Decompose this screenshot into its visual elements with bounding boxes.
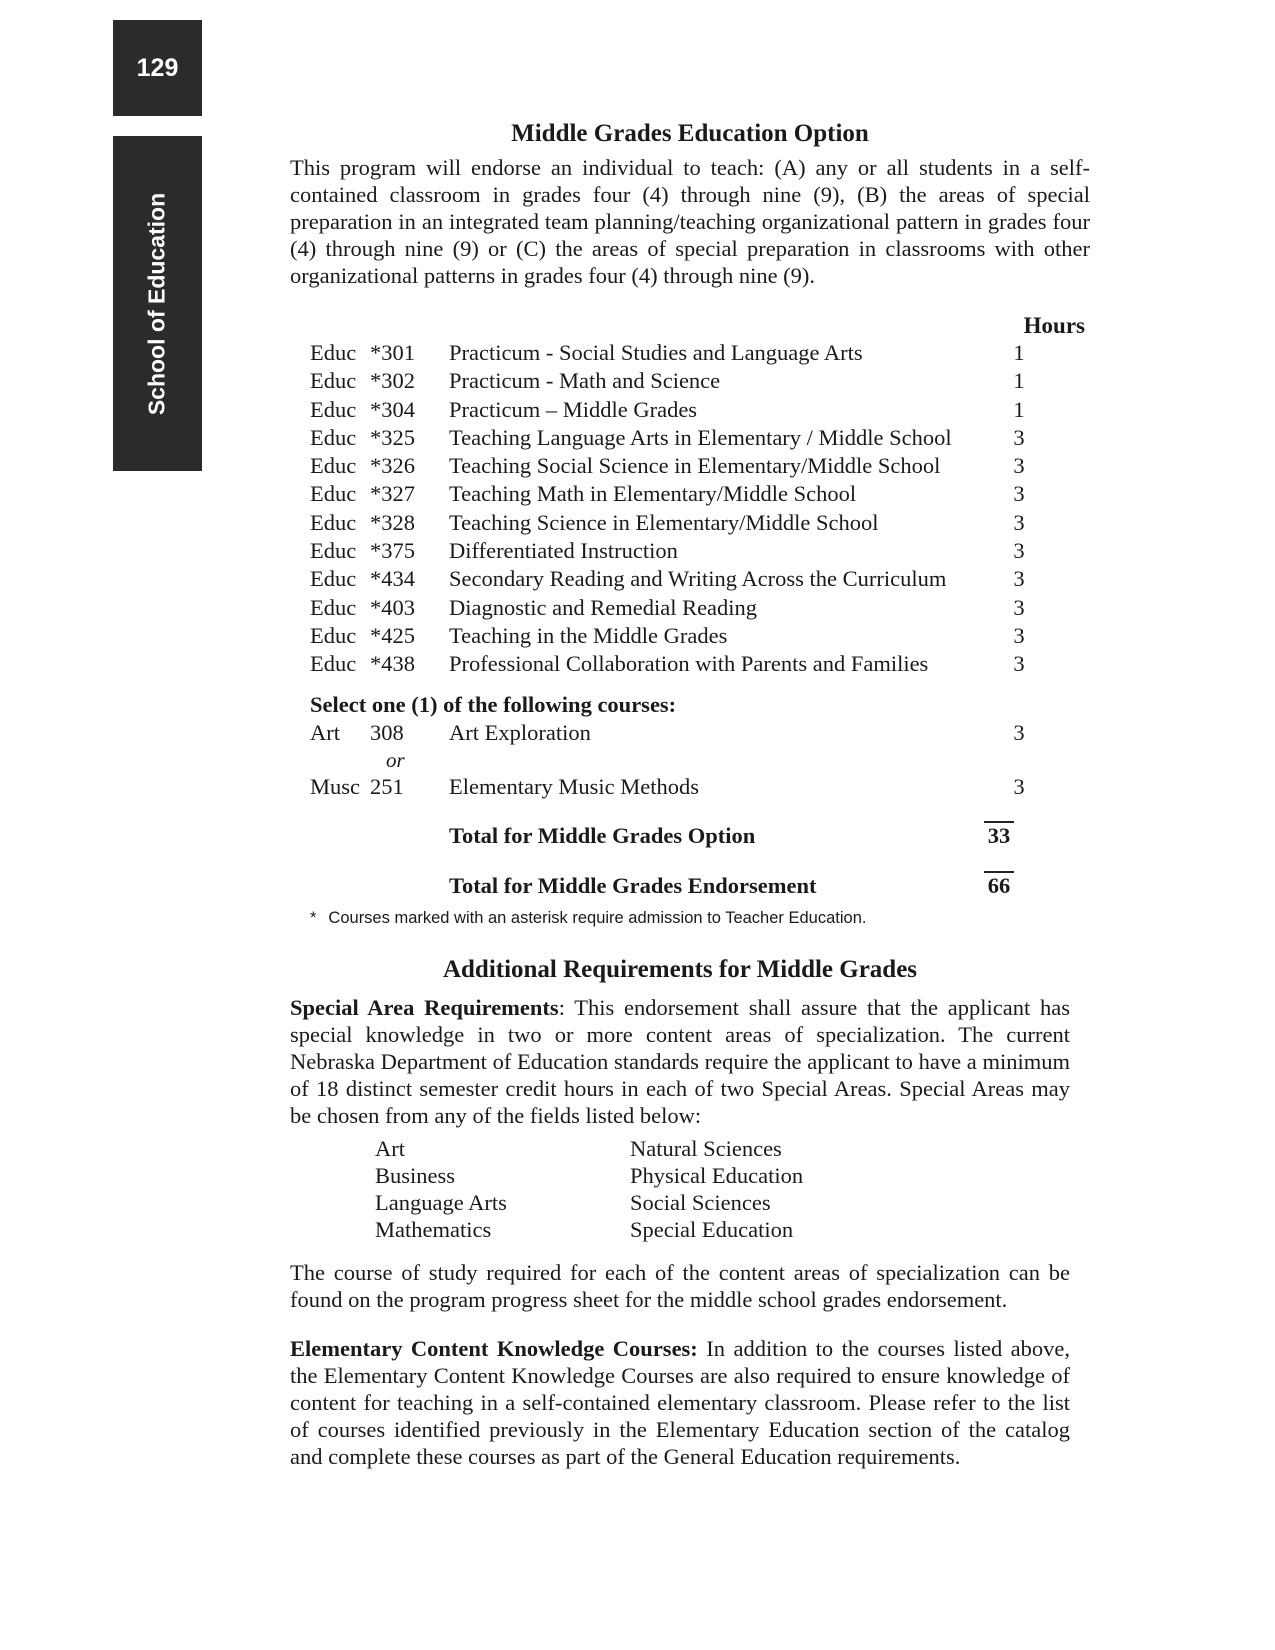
course-title: Practicum – Middle Grades	[449, 396, 698, 422]
or-label: or	[386, 747, 405, 772]
elective-row	[290, 773, 1090, 801]
course-number: *328	[370, 509, 415, 535]
course-row	[290, 594, 1090, 622]
special-area-item: Social Sciences	[630, 1190, 771, 1216]
course-title: Practicum - Math and Science	[449, 368, 721, 394]
course-number: *326	[370, 453, 415, 479]
course-title: Differentiated Instruction	[449, 538, 678, 564]
elective-heading: Select one (1) of the following courses:	[310, 691, 677, 717]
elective-row	[290, 719, 1090, 747]
course-hours: 3	[1013, 719, 1025, 745]
course-hours: 3	[1013, 651, 1025, 677]
course-row	[290, 339, 1090, 367]
total-endorsement-value: 66	[984, 871, 1014, 899]
elementary-content-text: In addition to the courses listed above, the Elementary Content Knowledge Courses are also required to ensure knowledge of content for teaching in a self-contained elementary classroom. Please refer to the list of courses identified previously in the Elementary Education section of the catalog and complete these courses as part of the General Education requirements.	[290, 1336, 1070, 1470]
footnote	[310, 909, 1090, 928]
course-dept: Educ	[310, 368, 357, 394]
course-title: Teaching in the Middle Grades	[449, 622, 728, 648]
page-title: Middle Grades Education Option	[511, 120, 869, 147]
special-area-paragraph	[290, 994, 1070, 1129]
course-dept: Educ	[310, 396, 357, 422]
course-title: Teaching Math in Elementary/Middle School	[449, 481, 857, 507]
course-dept: Educ	[310, 340, 357, 365]
course-row	[290, 424, 1090, 452]
course-dept: Educ	[310, 424, 357, 450]
course-title: Elementary Music Methods	[449, 773, 699, 799]
course-of-study-paragraph: The course of study required for each of the content areas of specialization can be found on the program progress sheet for the middle school grades endorsement.	[290, 1260, 1070, 1313]
course-title: Teaching Social Science in Elementary/Middle School	[449, 453, 941, 479]
section-label: School of Education	[143, 192, 170, 416]
page-content	[290, 120, 1090, 1470]
course-number: 251	[370, 773, 404, 799]
special-area-item: Business	[375, 1163, 456, 1189]
course-row	[290, 480, 1090, 508]
course-number: *304	[370, 396, 415, 422]
course-row	[290, 509, 1090, 537]
elementary-content-paragraph	[290, 1335, 1070, 1470]
course-row	[290, 565, 1090, 593]
course-title: Professional Collaboration with Parents and Families	[449, 651, 929, 677]
hours-column-header: Hours	[1023, 313, 1085, 338]
course-table	[290, 339, 1090, 679]
special-area-item: Mathematics	[375, 1217, 492, 1243]
special-area-label: Special Area Requirements	[290, 995, 559, 1021]
course-dept: Art	[310, 719, 340, 745]
course-number: *327	[370, 481, 415, 507]
course-title: Diagnostic and Remedial Reading	[449, 594, 758, 620]
special-area-text: : This endorsement shall assure that the applicant has special knowledge in two or more content areas of specialization. The current Nebraska Department of Education standards require the applicant to have a minimum of 18 distinct semester credit hours in each of two Special Areas. Special Areas may be chosen from any of the fields listed below:	[290, 995, 1071, 1129]
course-row	[290, 396, 1090, 424]
course-hours: 3	[1013, 424, 1025, 450]
course-title: Art Exploration	[449, 719, 591, 745]
course-title: Secondary Reading and Writing Across the Curriculum	[449, 566, 947, 592]
total-option-row	[290, 821, 1090, 849]
special-areas-list	[375, 1135, 1090, 1243]
total-option-value: 33	[984, 821, 1014, 849]
course-number: *302	[370, 368, 415, 394]
page-number-tab	[113, 20, 202, 116]
page-number: 129	[136, 53, 179, 82]
course-row	[290, 650, 1090, 678]
section-tab	[113, 136, 202, 471]
special-area-item: Special Education	[630, 1217, 794, 1243]
course-dept: Educ	[310, 538, 357, 564]
course-hours: 3	[1013, 773, 1025, 799]
course-dept: Educ	[310, 453, 357, 479]
special-area-item: Physical Education	[630, 1163, 804, 1189]
course-number: *375	[370, 538, 415, 564]
course-hours: 1	[1013, 368, 1025, 394]
course-hours: 3	[1013, 481, 1025, 507]
course-row	[290, 622, 1090, 650]
special-area-item: Natural Sciences	[630, 1136, 782, 1162]
course-row	[290, 367, 1090, 395]
course-hours: 1	[1013, 340, 1025, 365]
footnote-text: Courses marked with an asterisk require admission to Teacher Education.	[328, 909, 867, 928]
course-number: *425	[370, 622, 415, 648]
total-option-label: Total for Middle Grades Option	[449, 823, 756, 849]
total-endorsement-row	[290, 871, 1090, 899]
course-number: *403	[370, 594, 415, 620]
course-dept: Educ	[310, 622, 357, 648]
intro-paragraph: This program will endorse an individual to teach: (A) any or all students in a self-contained classroom in grades four (4) through nine (9), (B) the areas of special preparation in an integrated team planning/teaching organizational pattern in grades four (4) through nine (9) or (C) the areas of special preparation in classrooms with other organizational patterns in grades four (4) through nine (9).	[290, 155, 1090, 288]
course-hours: 3	[1013, 509, 1025, 535]
elementary-content-label: Elementary Content Knowledge Courses:	[290, 1336, 698, 1362]
course-dept: Educ	[310, 594, 357, 620]
course-number: 308	[370, 719, 404, 745]
course-number: *438	[370, 651, 415, 677]
course-hours: 3	[1013, 594, 1025, 620]
course-dept: Educ	[310, 566, 357, 592]
footnote-asterisk: *	[310, 909, 317, 928]
course-number: *434	[370, 566, 415, 592]
course-title: Teaching Science in Elementary/Middle School	[449, 509, 879, 535]
course-number: *325	[370, 424, 415, 450]
course-title: Teaching Language Arts in Elementary / Middle School	[449, 424, 952, 450]
course-hours: 3	[1013, 566, 1025, 592]
course-dept: Educ	[310, 481, 357, 507]
course-hours: 3	[1013, 453, 1025, 479]
course-dept: Educ	[310, 651, 357, 677]
course-dept: Educ	[310, 509, 357, 535]
special-area-item: Art	[375, 1136, 405, 1162]
total-endorsement-label: Total for Middle Grades Endorsement	[449, 873, 817, 899]
course-hours: 1	[1013, 396, 1025, 422]
special-area-item: Language Arts	[375, 1190, 507, 1216]
course-hours: 3	[1013, 538, 1025, 564]
course-row	[290, 452, 1090, 480]
course-dept: Musc	[310, 773, 360, 799]
course-hours: 3	[1013, 622, 1025, 648]
course-row	[290, 537, 1090, 565]
additional-requirements-title: Additional Requirements for Middle Grades	[442, 956, 918, 984]
course-title: Practicum - Social Studies and Language Arts	[449, 340, 863, 365]
course-number: *301	[370, 340, 415, 365]
